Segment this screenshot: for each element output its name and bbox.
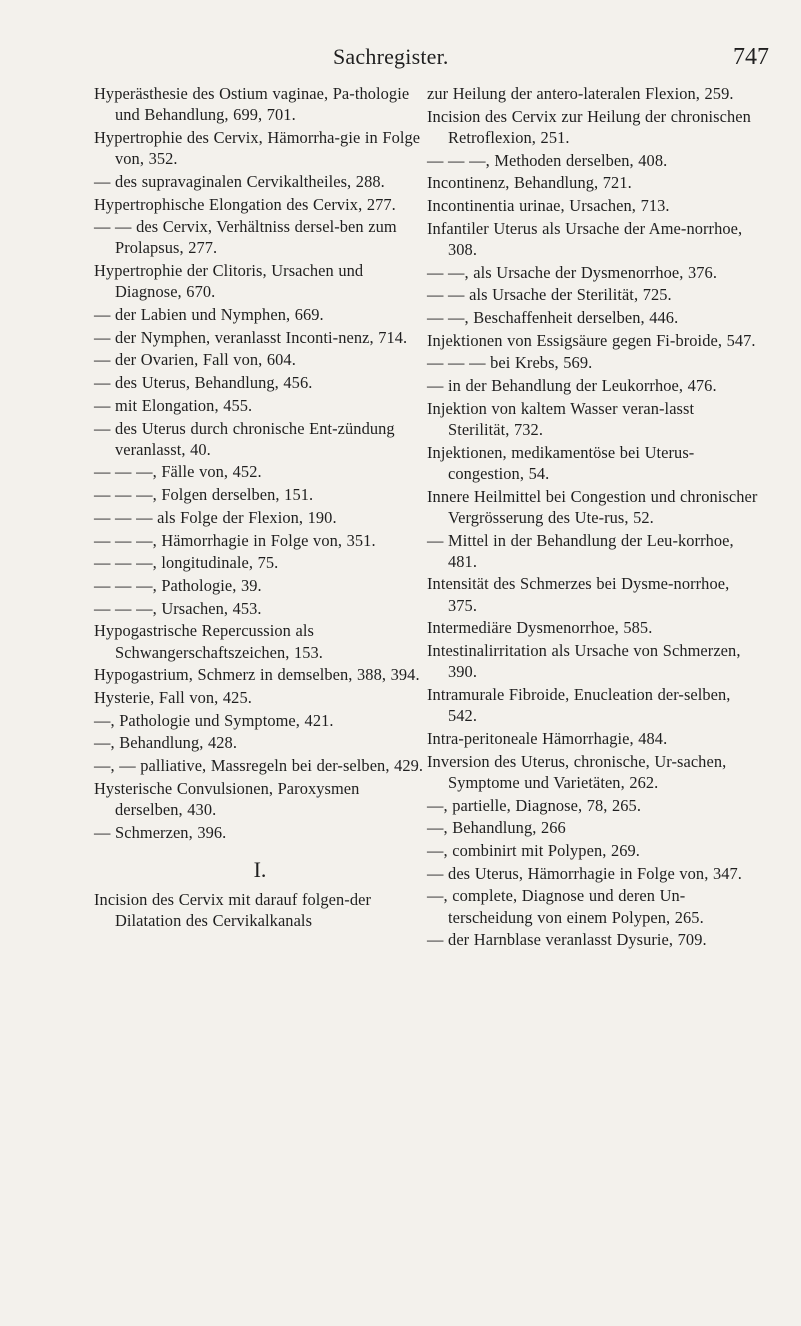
index-entry: Innere Heilmittel bei Congestion und chronischer Vergrösserung des Ute-rus, 52. [427,486,758,527]
index-entry: — — —, Ursachen, 453. [94,598,262,618]
index-entry: —, combinirt mit Polypen, 269. [427,840,640,860]
index-entry: — — —, longitudinale, 75. [94,553,279,573]
index-entry: Hypogastrische Repercussion als Schwangerschaftszeichen, 153. [94,621,323,662]
index-entry: — des Uterus, Behandlung, 456. [94,373,313,393]
index-entry: — —, als Ursache der Dysmenorrhoe, 376. [427,262,718,282]
index-entry: Hysterie, Fall von, 425. [94,687,252,707]
index-entry: — —, Beschaffenheit derselben, 446. [427,308,679,328]
right-column [427,83,759,950]
index-entry: — der Ovarien, Fall von, 604. [94,350,296,370]
running-title: Sachregister. [333,44,449,69]
index-entry: — — —, Hämorrhagie in Folge von, 351. [94,530,376,550]
index-entry: Injektion von kaltem Wasser veran-lasst Sterilität, 732. [427,398,695,440]
index-entry: — Schmerzen, 396. [94,822,227,842]
index-entry: Inversion des Uterus, chronische, Ur-sachen, Symptome und Varietäten, 262. [427,751,727,792]
index-entry: Hyperästhesie des Ostium vaginae, Pa-thologie und Behandlung, 699, 701. [94,84,410,125]
index-entry: Hypogastrium, Schmerz in demselben, 388, 394. [94,665,420,685]
index-entry: — — — als Folge der Flexion, 190. [94,507,337,527]
index-entry: Intermediäre Dysmenorrhoe, 585. [427,618,653,638]
index-entry: Intensität des Schmerzes bei Dysme-norrhoe, 375. [427,574,730,615]
index-entry: — — als Ursache der Sterilität, 725. [427,285,672,305]
page-number: 747 [733,44,769,70]
index-entry: — — des Cervix, Verhältniss dersel-ben zum Prolapsus, 277. [94,217,397,258]
index-entry: — der Harnblase veranlasst Dysurie, 709. [427,930,707,950]
index-entry: — der Labien und Nymphen, 669. [94,305,324,325]
index-entry: Injektionen von Essigsäure gegen Fi-broide, 547. [427,330,756,350]
index-entry: —, complete, Diagnose und deren Un-terscheidung von einem Polypen, 265. [427,886,704,927]
index-entry: Intramurale Fibroide, Enucleation der-selben, 542. [427,684,731,726]
index-entry: — — —, Fälle von, 452. [94,462,262,482]
index-entry: zur Heilung der antero-lateralen Flexion, 259. [427,84,734,103]
index-entry: —, — palliative, Massregeln bei der-selben, 429. [94,756,424,776]
index-entry: Hypertrophie des Cervix, Hämorrha-gie in Folge von, 352. [94,127,421,169]
index-entry: Hysterische Convulsionen, Paroxysmen derselben, 430. [94,778,360,819]
index-entry: —, Behandlung, 266 [427,818,566,838]
index-entry: —, Behandlung, 428. [94,733,237,753]
index-entry: — der Nymphen, veranlasst Inconti-nenz, 714. [94,327,408,347]
index-entry: — — — bei Krebs, 569. [427,353,593,373]
index-entry: — — —, Folgen derselben, 151. [94,485,314,505]
running-head [0,44,801,80]
index-entry: — mit Elongation, 455. [94,395,253,415]
index-entry: — — —, Pathologie, 39. [94,575,262,595]
index-entry: — des Uterus, Hämorrhagie in Folge von, 347. [427,863,742,883]
index-entry: Incision des Cervix zur Heilung der chronischen Retroflexion, 251. [427,106,751,147]
left-column [94,83,426,931]
index-entry: Incontinentia urinae, Ursachen, 713. [427,196,670,216]
index-entry: Hypertrophische Elongation des Cervix, 277. [94,194,396,214]
index-entry: — in der Behandlung der Leukorrhoe, 476. [427,376,717,396]
index-entry: —, partielle, Diagnose, 78, 265. [427,795,642,815]
index-entry: Injektionen, medikamentöse bei Uterus-congestion, 54. [427,442,695,483]
section-letter-heading: I. [253,856,267,882]
index-entry: — des Uterus durch chronische Ent-zündung veranlasst, 40. [94,418,395,459]
index-entry: Infantiler Uterus als Ursache der Ame-norrhoe, 308. [427,218,743,259]
index-entry: Incontinenz, Behandlung, 721. [427,173,632,193]
index-entry: Intestinalirritation als Ursache von Schmerzen, 390. [427,641,741,682]
index-entry: Intra-peritoneale Hämorrhagie, 484. [427,728,668,748]
index-entry: — des supravaginalen Cervikaltheiles, 288. [94,171,385,191]
index-entry: Incision des Cervix mit darauf folgen-der Dilatation des Cervikalkanals [94,889,372,931]
index-entry: —, Pathologie und Symptome, 421. [94,710,334,730]
index-entry: — Mittel in der Behandlung der Leu-korrhoe, 481. [427,530,734,571]
index-entry: Hypertrophie der Clitoris, Ursachen und Diagnose, 670. [94,261,364,302]
index-entry: — — —, Methoden derselben, 408. [427,150,668,170]
